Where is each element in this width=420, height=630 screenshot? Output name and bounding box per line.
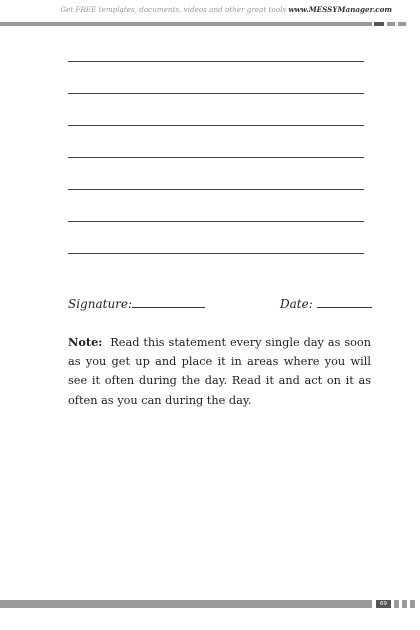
date-field [280,297,372,311]
writing-lines [68,61,364,285]
header-block [374,22,384,26]
writing-line[interactable] [68,189,364,190]
footer-block [394,600,399,608]
note-paragraph [68,333,371,410]
writing-line[interactable] [68,221,364,222]
header-block [398,22,406,26]
note-text: Read this statement every single day as soon as you get up and place it in areas where you will see it often during the day. Read it and act on it as often as you can during the day. [68,336,371,407]
writing-line[interactable] [68,125,364,126]
header-tagline-text: Get FREE templates, documents, videos and other great tools [60,5,287,14]
footer-block [402,600,407,608]
header-bar [0,22,372,26]
header-site-link[interactable]: www.MESSYManager.com [288,5,392,14]
writing-line[interactable] [68,61,364,62]
writing-line[interactable] [68,93,364,94]
footer-blocks [394,600,415,608]
signature-field [68,297,205,311]
signature-label: Signature: [68,297,133,311]
header-blocks [374,22,406,26]
signature-blank[interactable] [132,307,205,308]
date-blank[interactable] [317,307,372,308]
footer-block [410,600,415,608]
note-label: Note: [68,335,103,349]
header-tagline [60,5,392,14]
header-block [387,22,395,26]
date-label: Date: [280,297,313,311]
page-number: 69 [376,600,391,608]
writing-line[interactable] [68,157,364,158]
writing-line[interactable] [68,253,364,254]
footer-bar [0,600,372,608]
